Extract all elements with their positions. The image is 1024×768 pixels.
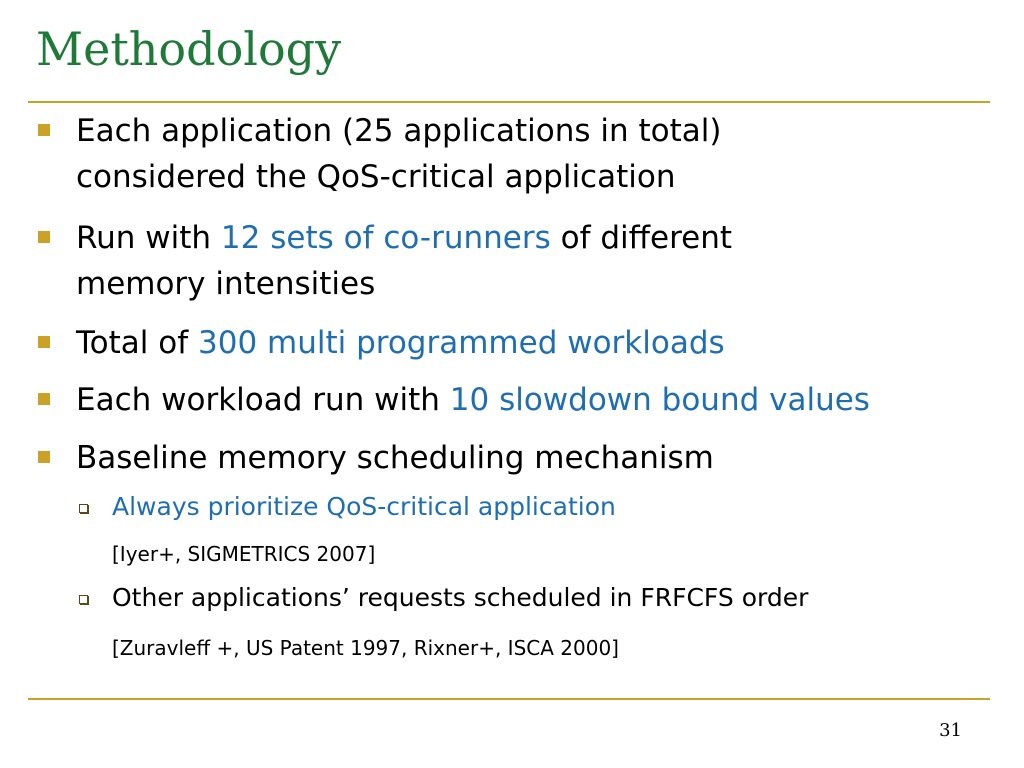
sub-bullet-text: Always prioritize QoS-critical application [112,492,616,521]
citation: [Iyer+, SIGMETRICS 2007] [112,542,376,566]
bullet-text: of different [550,220,733,256]
bullet-text: Each workload run with [76,382,450,418]
citation: [Zuravleff +, US Patent 1997, Rixner+, ISCA 2000] [112,636,619,660]
bullet-text-line: memory intensities [76,266,376,302]
bullet-highlight: 300 multi programmed workloads [198,325,725,361]
square-bullet-icon [38,124,50,136]
bullet-item [76,320,996,366]
square-bullet-icon [38,231,50,243]
page-number: 31 [939,720,962,741]
bullet-text-line [76,320,996,366]
bullet-text: Total of [76,325,198,361]
bullet-text-line: considered the QoS-critical application [76,159,676,195]
bullet-text-line: Baseline memory scheduling mechanism [76,440,714,476]
bullet-item [76,435,996,481]
bullet-highlight: 12 sets of co-runners [220,220,551,256]
bullet-item [76,215,996,307]
bullet-item [76,377,996,423]
bullet-text-line [76,377,996,423]
footer-divider [28,698,990,700]
bullet-item [76,108,996,200]
bullet-text-line: Each application (25 applications in total) [76,113,722,149]
slide-title: Methodology [36,22,342,76]
hollow-square-bullet-icon [79,595,88,604]
sub-bullet-item [112,581,992,615]
bullet-text-line [76,215,996,261]
bullet-text: Run with [76,220,221,256]
square-bullet-icon [38,451,50,463]
hollow-square-bullet-icon [79,504,88,513]
square-bullet-icon [38,336,50,348]
square-bullet-icon [38,393,50,405]
bullet-highlight: 10 slowdown bound values [449,382,870,418]
sub-bullet-text: Other applications’ requests scheduled in FRFCFS order [112,583,809,612]
sub-bullet-item [112,490,992,524]
